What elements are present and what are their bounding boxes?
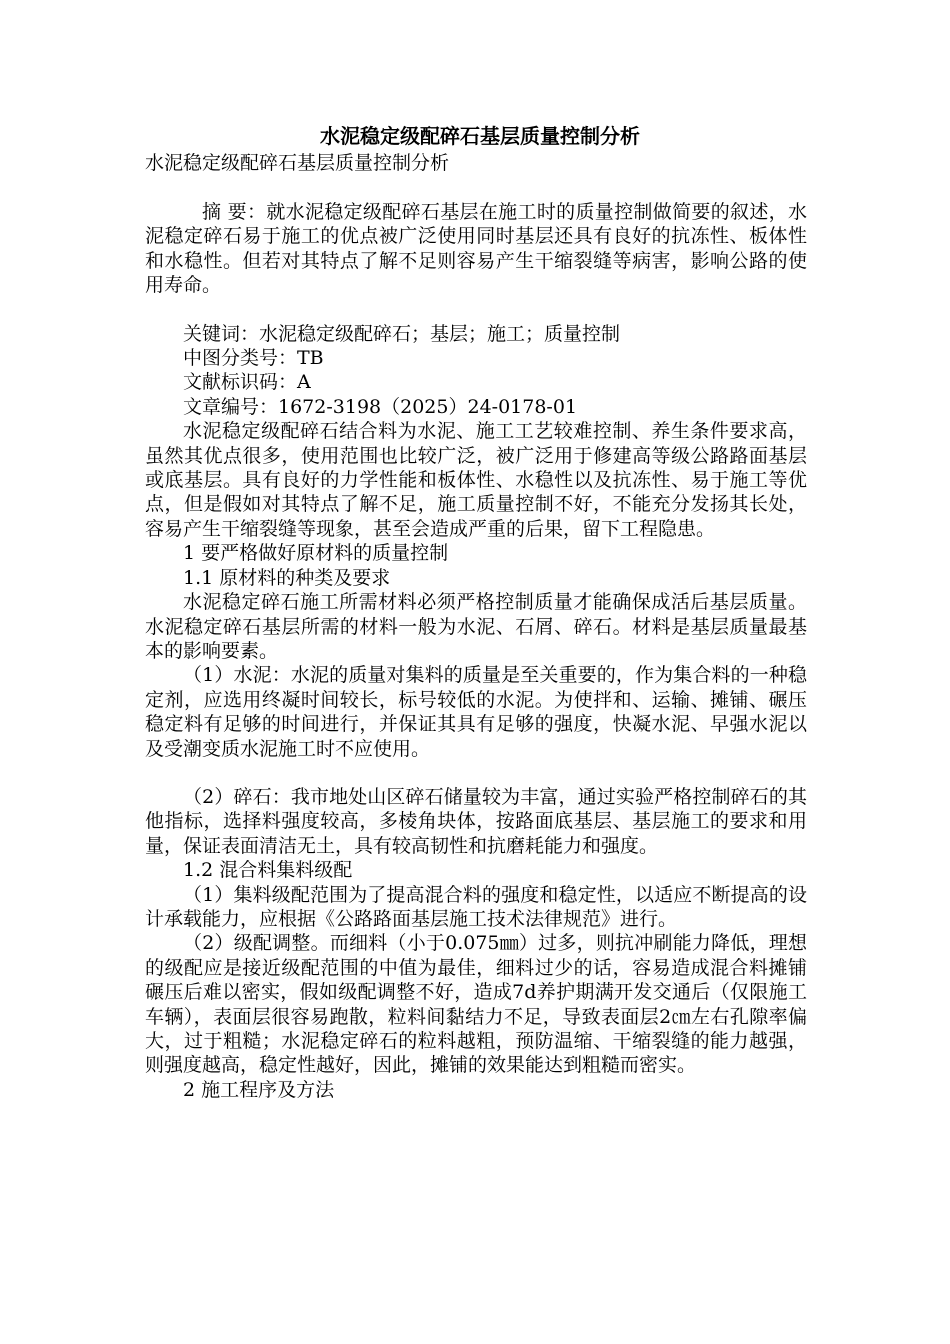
grading-paragraph-2: （2）级配调整。而细料（小于0.075㎜）过多，则抗冲刷能力降低，理想的级配应是接近级配范围的中值为最佳，细料过少的话，容易造成混合料摊铺碾压后难以密实，假如级配调整不好，造成7d养护期满开发交通后（仅限施工车辆），表面层很容易跑散，粒料间黏结力不足，导致表面层2㎝左右孔隙率偏大，过于粗糙；水泥稳定碎石的粒料越粗，预防温缩、干缩裂缝的能力越强，则强度越高，稳定性越好，因此，摊铺的效果能达到粗糙而密实。 bbox=[145, 932, 807, 1077]
document-title: 水泥稳定级配碎石基层质量控制分析 bbox=[320, 124, 640, 148]
grading-paragraph-1: （1）集料级配范围为了提高混合料的强度和稳定性，以适应不断提高的设计承载能力，应根据《公路路面基层施工技术法律规范》进行。 bbox=[145, 883, 807, 930]
abstract-paragraph: 摘 要：就水泥稳定级配碎石基层在施工时的质量控制做简要的叙述，水泥稳定碎石易于施工的优点被广泛使用同时基层还具有良好的抗冻性、板体性和水稳性。但若对其特点了解不足则容易产生干缩裂缝等病害，影响公路的使用寿命。 bbox=[145, 201, 807, 297]
clc-number-line: 中图分类号：TB bbox=[183, 347, 324, 370]
cement-paragraph: （1）水泥：水泥的质量对集料的质量是至关重要的，作为集合料的一种稳定剂，应选用终凝时间较长，标号较低的水泥。为使拌和、运输、摊铺、碾压稳定料有足够的时间进行，并保证其具有足够的强度，快凝水泥、早强水泥以及受潮变质水泥施工时不应使用。 bbox=[145, 664, 807, 760]
document-subtitle: 水泥稳定级配碎石基层质量控制分析 bbox=[145, 152, 450, 174]
materials-paragraph: 水泥稳定碎石施工所需材料必须严格控制质量才能确保成活后基层质量。水泥稳定碎石基层所需的材料一般为水泥、石屑、碎石。材料是基层质量最基本的影响要素。 bbox=[145, 591, 807, 662]
section-heading-2: 2 施工程序及方法 bbox=[183, 1078, 335, 1101]
keywords-line: 关键词：水泥稳定级配碎石；基层；施工；质量控制 bbox=[183, 322, 621, 345]
article-number-line: 文章编号：1672-3198（2025）24-0178-01 bbox=[183, 395, 578, 418]
crushed-stone-paragraph: （2）碎石：我市地处山区碎石储量较为丰富，通过实验严格控制碎石的其他指标，选择料强度较高，多棱角块体，按路面底基层、基层施工的要求和用量，保证表面清洁无土，具有较高韧性和抗磨耗能力和强度。 bbox=[145, 785, 807, 857]
intro-paragraph: 水泥稳定级配碎石结合料为水泥、施工工艺较难控制、养生条件要求高，虽然其优点很多，使用范围也比较广泛，被广泛用于修建高等级公路路面基层或底基层。具有良好的力学性能和板体性、水稳性以及抗冻性、易于施工等优点，但是假如对其特点了解不足，施工质量控制不好，不能充分发扬其长处，容易产生干缩裂缝等现象，甚至会造成严重的后果，留下工程隐患。 bbox=[145, 420, 807, 540]
subsection-heading-1-2: 1.2 混合料集料级配 bbox=[183, 859, 353, 882]
section-heading-1: 1 要严格做好原材料的质量控制 bbox=[183, 542, 449, 565]
document-page bbox=[145, 122, 807, 1102]
subsection-heading-1-1: 1.1 原材料的种类及要求 bbox=[183, 566, 391, 589]
document-code-line: 文献标识码：A bbox=[183, 371, 311, 394]
